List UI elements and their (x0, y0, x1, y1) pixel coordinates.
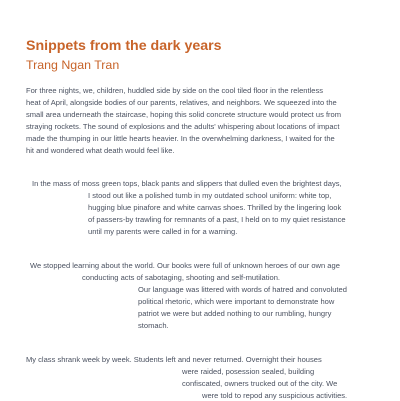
paragraph-line: political rhetoric, which were important to demonstrate how (138, 297, 335, 306)
paragraph-line: patriot we were but added nothing to our rumbling, hungry (138, 309, 332, 318)
paragraph-line: conducting acts of sabotaging, shooting and self-mutilation. (82, 273, 281, 282)
paragraph-line: hugging blue pinafore and white canvas shoes. Thrilled by the lingering look (88, 203, 342, 212)
paragraph-line: My class shrank week by week. Students left and never returned. Overnight their houses (26, 355, 322, 364)
paragraph-line: were told to repod any suspicious activities. (202, 391, 348, 400)
paragraph-line: until my parents were called in for a warning. (88, 227, 238, 236)
paragraph-line: made the thumping in our little hearts heavier. In the overwhelming darkness, I waited for the (26, 134, 335, 143)
paragraph-line: In the mass of moss green tops, black pants and slippers that dulled even the brightest days, (32, 179, 342, 188)
author-name: Trang Ngan Tran (26, 58, 120, 72)
paragraph-line: small area underneath the staircase, hoping this solid concrete structure would protect us from (26, 110, 342, 119)
paragraph-line: confiscated, owners trucked out of the city. We (182, 379, 338, 388)
paragraph-line: heat of April, alongside bodies of our parents, relatives, and neighbors. We squeezed into the (26, 98, 337, 107)
paragraph-line: of passers-by trawling for remnants of a past, I held on to my quiet resistance (88, 215, 346, 224)
paragraph-line: For three nights, we, children, huddled side by side on the cool tiled floor in the relentless (26, 86, 324, 95)
paragraph-line: We stopped learning about the world. Our books were full of unknown heroes of our own age (30, 261, 340, 270)
document-title: Snippets from the dark years (26, 38, 222, 54)
paragraph-line: stomach. (138, 321, 169, 330)
paragraph-line: hit and wondered what death would feel like. (26, 146, 175, 155)
paragraph-line: Our language was littered with words of hatred and convoluted (138, 285, 347, 294)
paragraph-line: were raided, posession sealed, building (182, 367, 315, 376)
paragraph-line: I stood out like a polished tumb in my outdated school uniform: white top, (88, 191, 332, 200)
paragraph-line: straying rockets. The sound of explosions and the adults' whispering about locations of impact (26, 122, 340, 131)
